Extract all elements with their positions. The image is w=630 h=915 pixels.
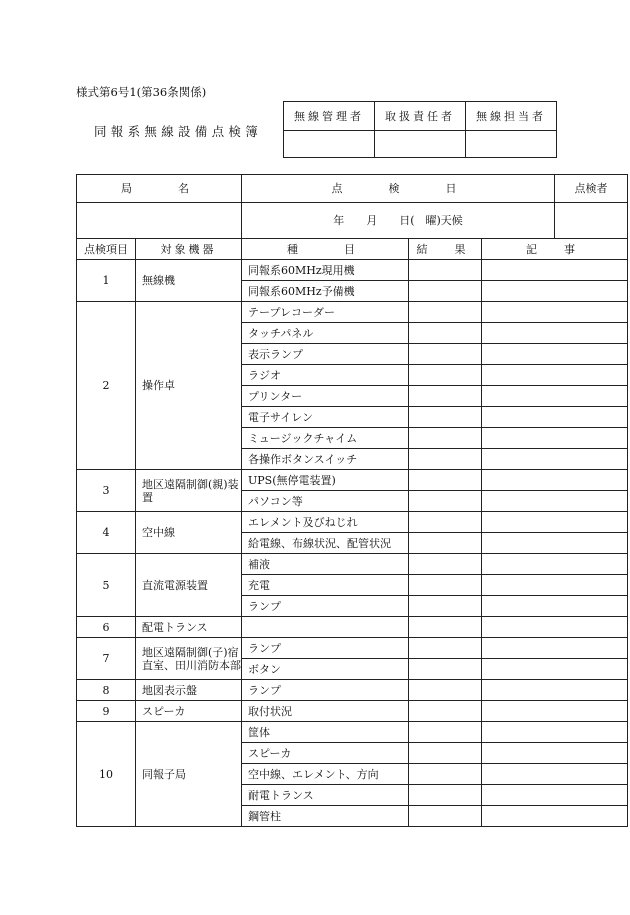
inspection-category: ミュージックチャイム: [242, 428, 409, 449]
remarks-cell[interactable]: [482, 281, 628, 302]
inspection-category: ランプ: [242, 680, 409, 701]
target-equipment: 操作卓: [136, 302, 242, 470]
target-equipment: 無線機: [136, 260, 242, 302]
sig-label-radio-manager: 無線管理者: [284, 102, 375, 131]
remarks-cell[interactable]: [482, 344, 628, 365]
item-number: 10: [77, 722, 136, 827]
result-cell[interactable]: [409, 701, 482, 722]
inspection-category: 表示ランプ: [242, 344, 409, 365]
item-number: 5: [77, 554, 136, 617]
result-cell[interactable]: [409, 722, 482, 743]
item-number: 3: [77, 470, 136, 512]
result-cell[interactable]: [409, 680, 482, 701]
remarks-cell[interactable]: [482, 554, 628, 575]
table-row: [77, 512, 628, 533]
table-row: [77, 554, 628, 575]
remarks-cell[interactable]: [482, 743, 628, 764]
target-equipment: 配電トランス: [136, 617, 242, 638]
item-number: 2: [77, 302, 136, 470]
table-row: [77, 701, 628, 722]
col-header-item-no: 点検項目: [77, 239, 136, 260]
inspection-category: UPS(無停電装置): [242, 470, 409, 491]
item-number: 8: [77, 680, 136, 701]
result-cell[interactable]: [409, 428, 482, 449]
remarks-cell[interactable]: [482, 407, 628, 428]
inspection-category: 各操作ボタンスイッチ: [242, 449, 409, 470]
inspection-category: 補液: [242, 554, 409, 575]
col-header-result: 結 果: [409, 239, 482, 260]
item-number: 4: [77, 512, 136, 554]
remarks-cell[interactable]: [482, 302, 628, 323]
sig-box-radio-staff[interactable]: [466, 131, 557, 158]
item-number: 6: [77, 617, 136, 638]
remarks-cell[interactable]: [482, 764, 628, 785]
inspection-category: タッチパネル: [242, 323, 409, 344]
remarks-cell[interactable]: [482, 575, 628, 596]
col-header-remarks: 記 事: [482, 239, 628, 260]
inspection-category: スピーカ: [242, 743, 409, 764]
result-cell[interactable]: [409, 596, 482, 617]
inspection-category: 取付状況: [242, 701, 409, 722]
table-row: [77, 470, 628, 491]
result-cell[interactable]: [409, 575, 482, 596]
sig-box-handling-responsible[interactable]: [375, 131, 466, 158]
remarks-cell[interactable]: [482, 806, 628, 827]
result-cell[interactable]: [409, 365, 482, 386]
table-row: [77, 722, 628, 743]
result-cell[interactable]: [409, 449, 482, 470]
result-cell[interactable]: [409, 785, 482, 806]
header-inspector: 点検者: [555, 175, 628, 203]
item-number: 1: [77, 260, 136, 302]
result-cell[interactable]: [409, 659, 482, 680]
sig-box-radio-manager[interactable]: [284, 131, 375, 158]
remarks-cell[interactable]: [482, 386, 628, 407]
table-row: [77, 638, 628, 659]
table-row: [77, 680, 628, 701]
result-cell[interactable]: [409, 638, 482, 659]
result-cell[interactable]: [409, 344, 482, 365]
inspection-category: プリンター: [242, 386, 409, 407]
station-name-cell[interactable]: [77, 203, 242, 239]
inspection-category: 充電: [242, 575, 409, 596]
result-cell[interactable]: [409, 533, 482, 554]
table-row: [77, 617, 628, 638]
inspection-category: 同報系60MHz現用機: [242, 260, 409, 281]
date-weather-line[interactable]: 年 月 日( 曜)天候: [242, 203, 555, 239]
inspection-category: ランプ: [242, 596, 409, 617]
inspection-category: 筐体: [242, 722, 409, 743]
remarks-cell[interactable]: [482, 323, 628, 344]
remarks-cell[interactable]: [482, 533, 628, 554]
inspection-category: ランプ: [242, 638, 409, 659]
inspection-category: 給電線、布線状況、配管状況: [242, 533, 409, 554]
inspection-category: テープレコーダー: [242, 302, 409, 323]
remarks-cell[interactable]: [482, 722, 628, 743]
result-cell[interactable]: [409, 407, 482, 428]
result-cell[interactable]: [409, 806, 482, 827]
remarks-cell[interactable]: [482, 701, 628, 722]
result-cell[interactable]: [409, 617, 482, 638]
remarks-cell[interactable]: [482, 638, 628, 659]
header-inspection-date: 点 検 日: [242, 175, 555, 203]
table-row: [77, 260, 628, 281]
result-cell[interactable]: [409, 554, 482, 575]
document-title: 同報系無線設備点検簿: [94, 124, 263, 139]
inspection-category: ボタン: [242, 659, 409, 680]
target-equipment: 地区遠隔制御(親)装置: [136, 470, 242, 512]
result-cell[interactable]: [409, 260, 482, 281]
remarks-cell[interactable]: [482, 491, 628, 512]
target-equipment: スピーカ: [136, 701, 242, 722]
result-cell[interactable]: [409, 764, 482, 785]
inspection-category: エレメント及びねじれ: [242, 512, 409, 533]
inspector-cell[interactable]: [555, 203, 628, 239]
result-cell[interactable]: [409, 743, 482, 764]
inspection-table: [76, 174, 628, 827]
result-cell[interactable]: [409, 470, 482, 491]
remarks-cell[interactable]: [482, 470, 628, 491]
inspection-category: 同報系60MHz予備機: [242, 281, 409, 302]
remarks-cell[interactable]: [482, 512, 628, 533]
inspection-category: ラジオ: [242, 365, 409, 386]
result-cell[interactable]: [409, 302, 482, 323]
inspection-category: 電子サイレン: [242, 407, 409, 428]
remarks-cell[interactable]: [482, 428, 628, 449]
inspection-category: 耐電トランス: [242, 785, 409, 806]
result-cell[interactable]: [409, 386, 482, 407]
remarks-cell[interactable]: [482, 596, 628, 617]
table-row: [77, 302, 628, 323]
remarks-cell[interactable]: [482, 260, 628, 281]
col-header-target: 対象機器: [136, 239, 242, 260]
remarks-cell[interactable]: [482, 680, 628, 701]
signature-table: [283, 101, 557, 158]
result-cell[interactable]: [409, 491, 482, 512]
remarks-cell[interactable]: [482, 617, 628, 638]
remarks-cell[interactable]: [482, 365, 628, 386]
remarks-cell[interactable]: [482, 785, 628, 806]
remarks-cell[interactable]: [482, 449, 628, 470]
col-header-category: 種 目: [242, 239, 409, 260]
target-equipment: 同報子局: [136, 722, 242, 827]
header-station: 局 名: [77, 175, 242, 203]
inspection-category: 鋼管柱: [242, 806, 409, 827]
inspection-category: パソコン等: [242, 491, 409, 512]
result-cell[interactable]: [409, 281, 482, 302]
item-number: 9: [77, 701, 136, 722]
sig-label-radio-staff: 無線担当者: [466, 102, 557, 131]
remarks-cell[interactable]: [482, 659, 628, 680]
target-equipment: 地区遠隔制御(子)宿直室、田川消防本部: [136, 638, 242, 680]
result-cell[interactable]: [409, 512, 482, 533]
target-equipment: 直流電源装置: [136, 554, 242, 617]
inspection-category: [242, 617, 409, 638]
result-cell[interactable]: [409, 323, 482, 344]
sig-label-handling-responsible: 取扱責任者: [375, 102, 466, 131]
target-equipment: 空中線: [136, 512, 242, 554]
target-equipment: 地図表示盤: [136, 680, 242, 701]
form-number: 様式第6号1(第36条関係): [76, 85, 207, 99]
item-number: 7: [77, 638, 136, 680]
inspection-category: 空中線、エレメント、方向: [242, 764, 409, 785]
